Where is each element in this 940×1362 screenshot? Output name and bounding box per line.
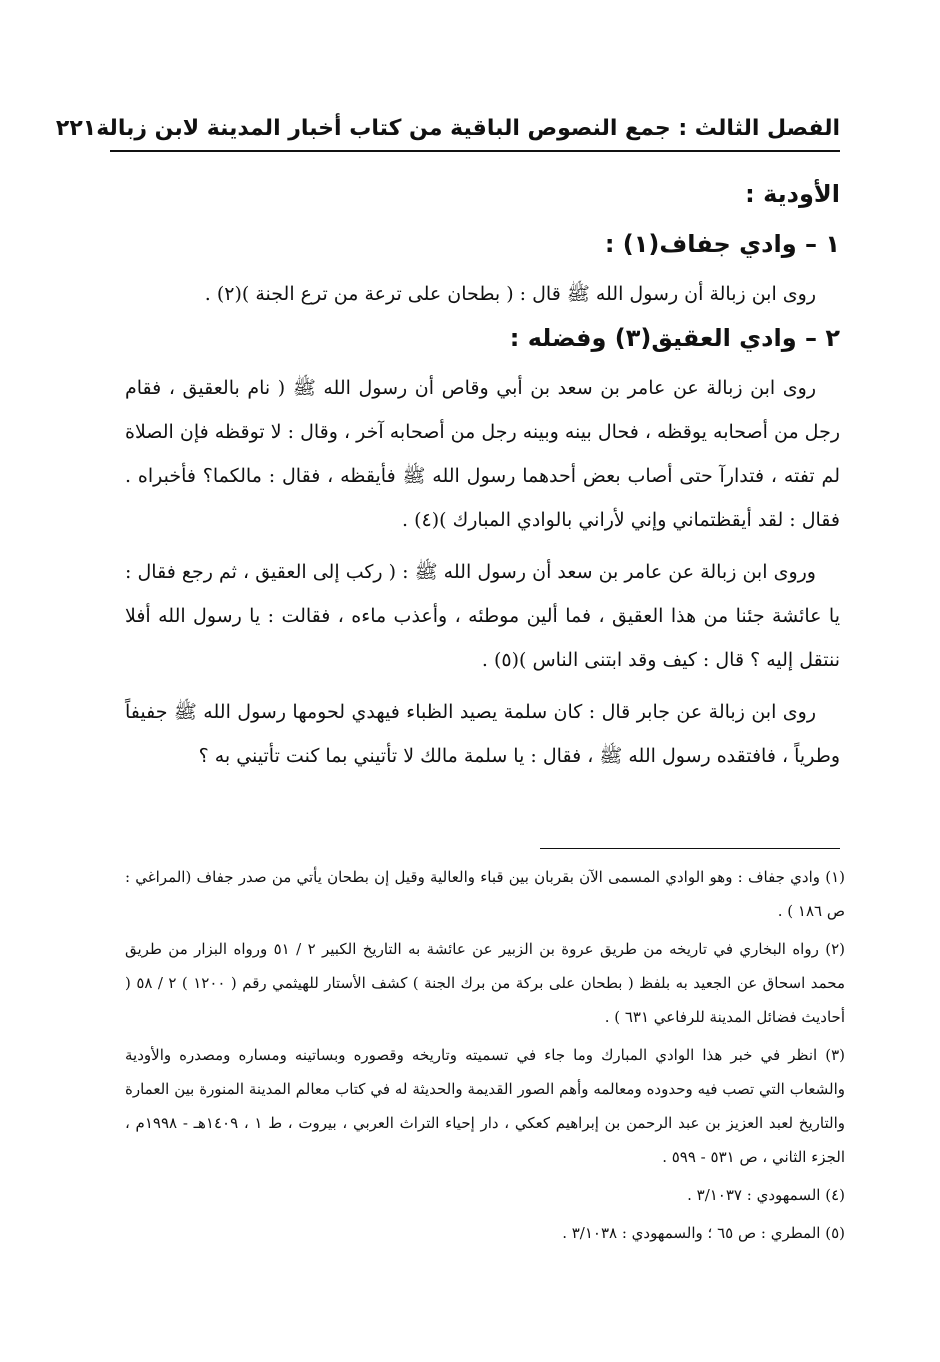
footnote-3: (٣) انظر في خبر هذا الوادي المبارك وما جاء في تسميته وتاريخه وقصوره وبساتينه ومساره ومصدره والأودية والشعاب التي تصب فيه وحدوده ومعالمه وأهم الصور القديمة والحديثة له في كتاب معالم المدينة المنورة بين العمارة والتاريخ لعبد العزيز بن عبد الرحمن بن إبراهيم كعكي ، دار إحياء التراث العربي ، بيروت ، ط ١ ، ١٤٠٩هـ - ١٩٩٨م ، الجزء الثاني ، ص ٥٣١ - ٥٩٩ . [125, 1046, 845, 1166]
main-text [125, 170, 840, 786]
footnote-2: (٢) رواه البخاري في تاريخه من طريق عروة بن الزبير عن عائشة به التاريخ الكبير ٢ / ٥١ ورواه البزار من طريق محمد اسحاق عن الجعيد به بلفظ ( بطحان على بركة من برك الجنة ) كشف الأستار للهيثمي رقم ( ١٢٠٠ ) ٢ / ٥٨ ( أحاديث فضائل المدينة للرفاعي ٦٣١ ) . [125, 940, 845, 1026]
paragraph-2: روى ابن زبالة عن عامر بن سعد بن أبي وقاص أن رسول الله ﷺ ( نام بالعقيق ، فقام رجل من أصحابه يوقظه ، فحال بينه وبينه رجل من أصحابه آخر ، وقال : لا توقظه فإن الصلاة لم تفته ، فتدارآ حتى أصاب بعض أحدهما رسول الله ﷺ فأيقظه ، فقال : مالكما؟ فأخبراه . فقال : لقد أيقظتماني وإني لأراني بالوادي المبارك )(٤) . [125, 377, 840, 531]
footnote-5: (٥) المطري : ص ٦٥ ؛ والسمهودي : ٣/١٠٣٨ . [562, 1224, 845, 1242]
footnote-4: (٤) السمهودي : ٣/١٠٣٧ . [687, 1186, 845, 1204]
page-number: ٢٢١ [55, 115, 97, 141]
paragraph-4: روى ابن زبالة عن جابر قال : كان سلمة يصيد الظباء فيهدي لحومها رسول الله ﷺ جفيفاً وطرياً ، فافتقده رسول الله ﷺ ، فقال : يا سلمة مالك لا تأتيني بما كنت تأتيني به ؟ [125, 701, 840, 767]
footnote-rule [540, 848, 840, 849]
section-title: الأودية : [745, 180, 840, 208]
footnote-1: (١) وادي جفاف : وهو الوادي المسمى الآن بقربان بين قباء والعالية وقيل إن بطحان يأتي من صدر جفاف (المراغي : ص ١٨٦ ) . [125, 868, 845, 920]
paragraph-1: روى ابن زبالة أن رسول الله ﷺ قال : ( بطحان على ترعة من ترع الجنة )(٢) . [204, 283, 816, 305]
heading-wadi-jafaf: ١ – وادي جفاف(١) : [604, 230, 840, 258]
footnotes [125, 860, 845, 1254]
header-rule [110, 150, 840, 152]
heading-wadi-aqiq: ٢ – وادي العقيق(٣) وفضله : [509, 324, 840, 352]
paragraph-3: وروى ابن زبالة عن عامر بن سعد أن رسول الله ﷺ : ( ركب إلى العقيق ، ثم رجع فقال : يا عائشة جئنا من هذا العقيق ، فما ألين موطئه ، وأعذب ماءه ، فقالت : يا رسول الله أفلا ننتقل إليه ؟ قال : كيف وقد ابتنى الناس )(٥) . [125, 561, 840, 671]
chapter-title: الفصل الثالث : جمع النصوص الباقية من كتاب أخبار المدينة لابن زبالة [96, 115, 840, 141]
running-header [55, 108, 840, 148]
